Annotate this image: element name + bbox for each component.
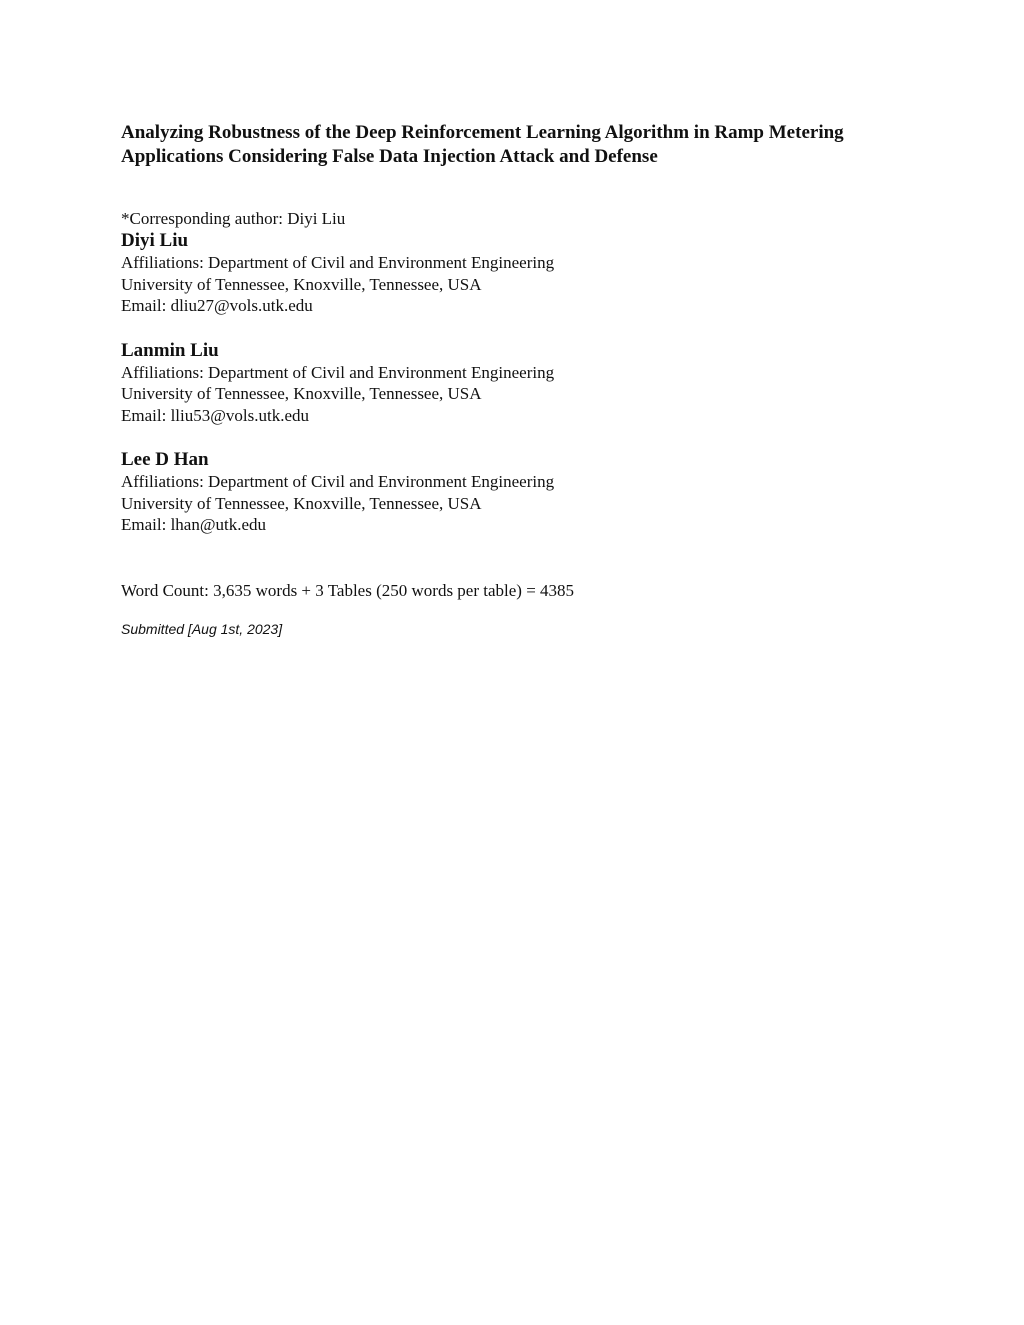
author-name: Diyi Liu <box>121 230 189 251</box>
paper-title-line-2: Applications Considering False Data Injection Attack and Defense <box>121 146 658 167</box>
corresponding-author: *Corresponding author: Diyi Liu <box>121 209 346 228</box>
author-institution: University of Tennessee, Knoxville, Tennessee, USA <box>121 384 482 403</box>
author-institution: University of Tennessee, Knoxville, Tennessee, USA <box>121 493 482 513</box>
author-name: Lanmin Liu <box>121 339 219 361</box>
author-block-lanmin-liu <box>121 339 921 427</box>
submitted-date: Submitted [Aug 1st, 2023] <box>121 620 283 637</box>
author-affiliation: Affiliations: Department of Civil and Environment Engineering <box>121 472 555 491</box>
author-email: Email: lliu53@vols.utk.edu <box>121 405 310 425</box>
title-page <box>121 121 921 638</box>
paper-title-line-1: Analyzing Robustness of the Deep Reinforcement Learning Algorithm in Ramp Metering <box>121 122 844 143</box>
author-name: Lee D Han <box>121 449 209 470</box>
author-block-diyi-liu <box>121 229 921 317</box>
author-affiliation: Affiliations: Department of Civil and Environment Engineering <box>121 253 555 272</box>
paper-title <box>121 121 921 169</box>
word-count: Word Count: 3,635 words + 3 Tables (250 words per table) = 4385 <box>121 580 575 600</box>
author-email: Email: lhan@utk.edu <box>121 515 267 534</box>
author-affiliation: Affiliations: Department of Civil and Environment Engineering <box>121 362 555 382</box>
author-institution: University of Tennessee, Knoxville, Tennessee, USA <box>121 274 482 294</box>
author-block-lee-d-han <box>121 448 921 536</box>
author-email: Email: dliu27@vols.utk.edu <box>121 296 313 315</box>
